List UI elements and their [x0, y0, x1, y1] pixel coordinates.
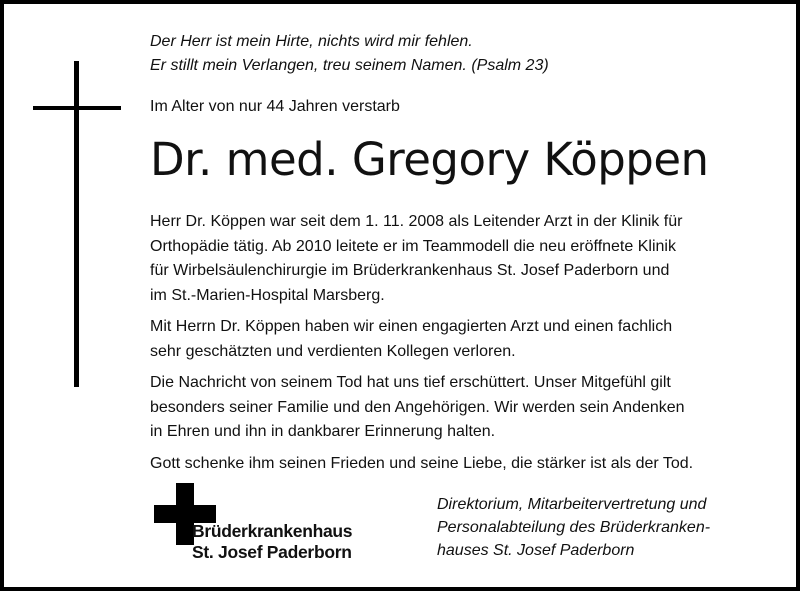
paragraph	[150, 452, 780, 477]
text-line: Die Nachricht von seinem Tod hat uns tief erschüttert. Unser Mitgefühl gilt	[150, 374, 671, 391]
text-line: Herr Dr. Köppen war seit dem 1. 11. 2008 als Leitender Arzt in der Klinik für	[150, 213, 683, 230]
text-line: besonders seiner Familie und den Angehörigen. Wir werden sein Andenken	[150, 398, 685, 416]
quote-line: Der Herr ist mein Hirte, nichts wird mir fehlen.	[150, 33, 473, 50]
paragraph	[150, 315, 780, 364]
deceased-name: Dr. med. Gregory Köppen	[150, 133, 709, 186]
paragraph	[150, 371, 780, 445]
signoff-line: Direktorium, Mitarbeitervertretung und	[437, 496, 707, 513]
text-line: für Wirbelsäulenchirurgie im Brüderkrankenhaus St. Josef Paderborn und	[150, 262, 670, 279]
text-line: Mit Herrn Dr. Köppen haben wir einen engagierten Arzt und einen fachlich	[150, 318, 673, 335]
psalm-quote	[150, 30, 549, 78]
obituary-body	[150, 210, 780, 483]
quote-line: Er stillt mein Verlangen, treu seinem Namen. (Psalm 23)	[150, 57, 549, 74]
text-line: Gott schenke ihm seinen Frieden und seine Liebe, die stärker ist als der Tod.	[150, 454, 694, 472]
text-line: im St.-Marien-Hospital Marsberg.	[150, 286, 385, 304]
memorial-cross-horizontal	[33, 106, 121, 110]
text-line: in Ehren und ihn in dankbarer Erinnerung halten.	[150, 423, 496, 440]
age-statement: Im Alter von nur 44 Jahren verstarb	[150, 98, 400, 115]
signoff-line: hauses St. Josef Paderborn	[437, 542, 635, 559]
signoff-line: Personalabteilung des Brüderkranken-	[437, 519, 711, 536]
logo-text-line1: Brüderkrankenhaus	[192, 521, 353, 541]
text-line: sehr geschätzten und verdienten Kollegen verloren.	[150, 342, 516, 360]
logo-text-line2: St. Josef Paderborn	[192, 542, 352, 562]
text-line: Orthopädie tätig. Ab 2010 leitete er im Teammodell die neu eröffnete Klinik	[150, 237, 676, 255]
paragraph	[150, 210, 780, 308]
hospital-logo	[154, 483, 394, 567]
signoff	[437, 493, 710, 562]
